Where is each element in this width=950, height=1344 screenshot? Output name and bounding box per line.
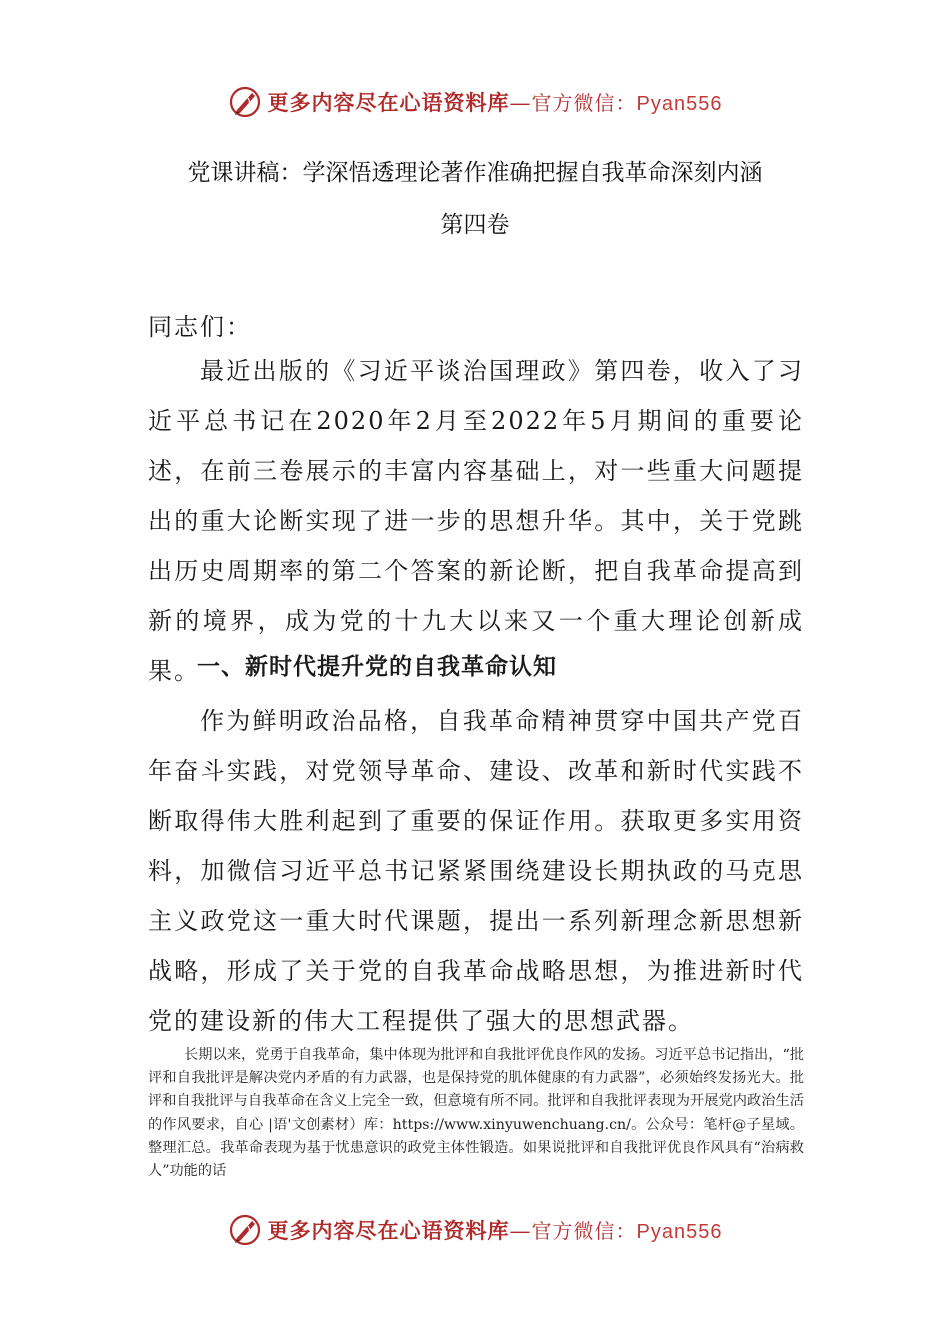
watermark-wechat-id: Pyan556 bbox=[636, 1221, 723, 1243]
paragraph-intro: 最近出版的《习近平谈治国理政》第四卷，收入了习近平总书记在2020年2月至2022年5月期间的重要论述，在前三卷展示的丰富内容基础上，对一些重大问题提出的重大论断实现了进一步的思想升华。其中，关于党跳出历史周期率的第二个答案的新论断，把自我革命提高到新的境界，成为党的十九大以来又一个重大理论创新成果。 bbox=[148, 357, 804, 685]
watermark-wechat-id: Pyan556 bbox=[636, 93, 723, 115]
pen-logo-icon bbox=[228, 85, 262, 119]
watermark-dash: — bbox=[509, 91, 532, 115]
watermark-text bbox=[268, 1215, 723, 1245]
pen-logo-icon bbox=[228, 1213, 262, 1247]
watermark-dash: — bbox=[509, 1219, 532, 1243]
document-title: 党课讲稿：学深悟透理论著作准确把握自我革命深刻内涵 bbox=[187, 160, 763, 186]
watermark-site-name: 更多内容尽在心语资料库 bbox=[267, 90, 510, 115]
document-title-line2: 第四卷 bbox=[440, 212, 510, 238]
paragraph-body: 作为鲜明政治品格，自我革命精神贯穿中国共产党百年奋斗实践，对党领导革命、建设、改革和新时代实践不断取得伟大胜利起到了重要的保证作用。获取更多实用资料，加微信习近平总书记紧紧围绕建设长期执政的马克思主义政党这一重大时代课题，提出一系列新理念新思想新战略，形成了关于党的自我革命战略思想，为推进新时代党的建设新的伟大工程提供了强大的思想武器。 bbox=[148, 707, 804, 1035]
watermark-wechat-label: 官方微信： bbox=[531, 91, 637, 115]
greeting: 同志们： bbox=[148, 313, 252, 341]
section-heading: 一、新时代提升党的自我革命认知 bbox=[197, 654, 557, 680]
watermark-wechat-label: 官方微信： bbox=[531, 1219, 637, 1243]
header-watermark-banner bbox=[0, 80, 950, 124]
footer-watermark-banner bbox=[0, 1208, 950, 1252]
watermark-text bbox=[268, 87, 723, 117]
paragraph-small-print: 长期以来，党勇于自我革命，集中体现为批评和自我批评优良作风的发扬。习近平总书记指出，“批评和自我批评是解决党内矛盾的有力武器，也是保持党的肌体健康的有力武器”，必须始终发扬光大。批评和自我批评与自我革命在含义上完全一致，但意境有所不同。批评和自我批评表现为开展党内政治生活的作风要求，自心 |语'文创素材）库：https://www.xinyuwenchuang.cn/。公众号：笔杆@子星域。整理汇总。我革命表现为基于忧患意识的政党主体性锻造。如果说批评和自我批评优良作风具有“治病救人”功能的话 bbox=[148, 1047, 804, 1180]
watermark-site-name: 更多内容尽在心语资料库 bbox=[267, 1218, 510, 1243]
